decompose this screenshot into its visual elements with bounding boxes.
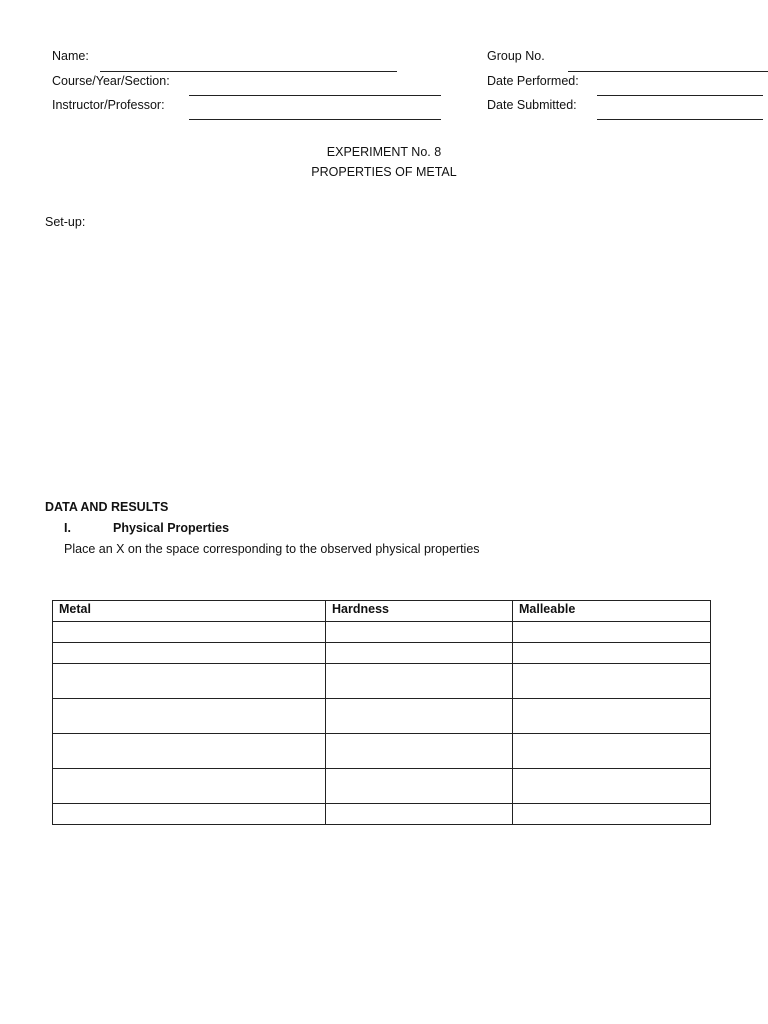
section-title: Physical Properties [113, 521, 230, 535]
experiment-number: EXPERIMENT No. 8 [326, 145, 442, 159]
table-header-row [53, 601, 711, 622]
data-results-heading: DATA AND RESULTS [45, 500, 169, 514]
column-header-hardness: Hardness [326, 601, 513, 622]
date-performed-field[interactable] [597, 95, 763, 96]
section-number: I. [64, 521, 71, 535]
malleable-cell[interactable] [513, 734, 711, 769]
metal-cell[interactable] [53, 643, 326, 664]
table-row [53, 804, 711, 825]
metal-cell[interactable] [53, 622, 326, 643]
malleable-cell[interactable] [513, 664, 711, 699]
malleable-cell[interactable] [513, 769, 711, 804]
table-row [53, 699, 711, 734]
setup-area[interactable] [45, 234, 725, 484]
hardness-cell[interactable] [326, 699, 513, 734]
hardness-cell[interactable] [326, 804, 513, 825]
hardness-cell[interactable] [326, 622, 513, 643]
malleable-cell[interactable] [513, 622, 711, 643]
group-label: Group No. [487, 49, 545, 63]
table-row [53, 664, 711, 699]
instructor-field[interactable] [189, 119, 441, 120]
table-row [53, 622, 711, 643]
metal-cell[interactable] [53, 699, 326, 734]
hardness-cell[interactable] [326, 643, 513, 664]
experiment-title: PROPERTIES OF METAL [311, 165, 457, 179]
table-row [53, 769, 711, 804]
hardness-cell[interactable] [326, 769, 513, 804]
course-field[interactable] [189, 95, 441, 96]
metal-cell[interactable] [53, 804, 326, 825]
metal-cell[interactable] [53, 734, 326, 769]
date-submitted-label: Date Submitted: [487, 98, 577, 112]
malleable-cell[interactable] [513, 804, 711, 825]
malleable-cell[interactable] [513, 699, 711, 734]
malleable-cell[interactable] [513, 643, 711, 664]
instruction-text: Place an X on the space corresponding to the observed physical properties [64, 542, 480, 556]
course-label: Course/Year/Section: [52, 74, 170, 88]
table-row [53, 643, 711, 664]
name-label: Name: [52, 49, 89, 63]
date-submitted-field[interactable] [597, 119, 763, 120]
instructor-label: Instructor/Professor: [52, 98, 165, 112]
table-row [53, 734, 711, 769]
column-header-malleable: Malleable [513, 601, 711, 622]
name-field[interactable] [100, 71, 397, 72]
hardness-cell[interactable] [326, 664, 513, 699]
metal-cell[interactable] [53, 664, 326, 699]
hardness-cell[interactable] [326, 734, 513, 769]
column-header-metal: Metal [53, 601, 326, 622]
date-performed-label: Date Performed: [487, 74, 579, 88]
physical-properties-table [52, 600, 711, 825]
group-field[interactable] [568, 71, 768, 72]
setup-label: Set-up: [45, 215, 86, 229]
metal-cell[interactable] [53, 769, 326, 804]
